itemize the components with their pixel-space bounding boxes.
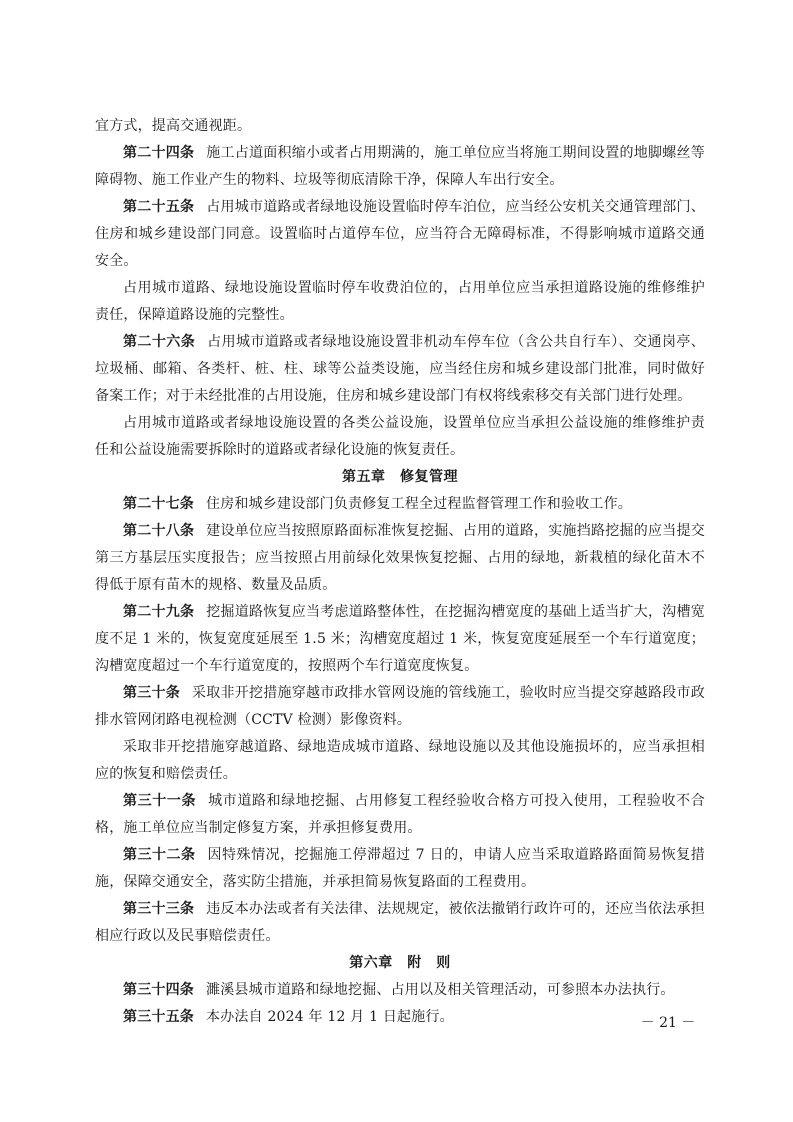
article-34 xyxy=(95,977,705,1004)
article-label: 第二十四条 xyxy=(123,145,195,161)
article-27 xyxy=(95,491,705,518)
paragraph: 采取非开挖措施穿越道路、绿地造成城市道路、绿地设施以及其他设施损坏的，应当承担相应的恢复和赔偿责任。 xyxy=(95,739,705,782)
paragraph: 宜方式，提高交通视距。 xyxy=(95,118,252,134)
article-label: 第二十八条 xyxy=(123,523,195,539)
article-24 xyxy=(95,140,705,194)
article-label: 第二十六条 xyxy=(123,334,196,350)
article-label: 第三十条 xyxy=(123,685,181,701)
article-text: 住房和城乡建设部门负责修复工程全过程监督管理工作和验收工作。 xyxy=(206,496,632,512)
article-text: 占用城市道路或者绿地设施设置临时停车泊位，应当经公安机关交通管理部门、住房和城乡建设部门同意。设置临时占道停车位，应当符合无障碍标准，不得影响城市道路交通安全。 xyxy=(95,199,706,269)
article-31 xyxy=(95,788,705,842)
article-text: 本办法自 2024 年 12 月 1 日起施行。 xyxy=(206,1009,454,1025)
article-text: 挖掘道路恢复应当考虑道路整体性，在挖掘沟槽宽度的基础上适当扩大，沟槽宽度不足 1 米的，恢复宽度延展至 1.5 米；沟槽宽度超过 1 米，恢复宽度延展至一个车行道宽度；沟槽宽度超过一个车行道宽度的，按照两个车行道宽度恢复。 xyxy=(95,604,706,674)
article-text: 施工占道面积缩小或者占用期满的，施工单位应当将施工期间设置的地脚螺丝等障碍物、施工作业产生的物料、垃圾等彻底清除干净，保障人车出行安全。 xyxy=(95,145,706,188)
paragraph: 占用城市道路、绿地设施设置临时停车收费泊位的，占用单位应当承担道路设施的维修维护责任，保障道路设施的完整性。 xyxy=(95,280,705,323)
article-35 xyxy=(95,1004,705,1031)
article-text: 濉溪县城市道路和绿地挖掘、占用以及相关管理活动，可参照本办法执行。 xyxy=(206,982,675,998)
article-text: 城市道路和绿地挖掘、占用修复工程经验收合格方可投入使用，工程验收不合格，施工单位应当制定修复方案，并承担修复费用。 xyxy=(95,793,705,836)
article-text: 因特殊情况，挖掘施工停滞超过 7 日的，申请人应当采取道路路面简易恢复措施，保障交通安全，落实防尘措施，并承担简易恢复路面的工程费用。 xyxy=(95,847,706,890)
article-25 xyxy=(95,194,705,275)
article-33 xyxy=(95,896,705,950)
article-26 xyxy=(95,329,705,410)
article-text: 采取非开挖措施穿越市政排水管网设施的管线施工，验收时应当提交穿越路段市政排水管网闭路电视检测（CCTV 检测）影像资料。 xyxy=(95,685,705,728)
document-body xyxy=(95,113,705,1031)
article-30 xyxy=(95,680,705,734)
article-label: 第三十二条 xyxy=(123,847,196,863)
article-28 xyxy=(95,518,705,599)
article-text: 违反本办法或者有关法律、法规规定，被依法撤销行政许可的，还应当依法承担相应行政以及民事赔偿责任。 xyxy=(95,901,706,944)
article-label: 第二十九条 xyxy=(123,604,195,620)
article-text: 占用城市道路或者绿地设施设置非机动车停车位（含公共自行车）、交通岗亭、垃圾桶、邮箱、各类杆、桩、柱、球等公益类设施，应当经住房和城乡建设部门批准，同时做好备案工作；对于未经批准的占用设施，住房和城乡建设部门有权将线索移交有关部门进行处理。 xyxy=(95,334,706,404)
article-32 xyxy=(95,842,705,896)
page-number: － 21 － xyxy=(640,1015,696,1031)
article-label: 第三十四条 xyxy=(123,982,194,998)
paragraph: 占用城市道路或者绿地设施设置的各类公益设施，设置单位应当承担公益设施的维修维护责任和公益设施需要拆除时的道路或者绿化设施的恢复责任。 xyxy=(95,415,705,458)
article-label: 第二十五条 xyxy=(123,199,195,215)
article-label: 第三十一条 xyxy=(123,793,197,809)
chapter-heading: 第五章 修复管理 xyxy=(342,469,458,485)
article-label: 第三十五条 xyxy=(123,1009,194,1025)
article-label: 第三十三条 xyxy=(123,901,195,917)
article-label: 第二十七条 xyxy=(123,496,194,512)
chapter-heading: 第六章 附 则 xyxy=(349,955,451,971)
article-text: 建设单位应当按照原路面标准恢复挖掘、占用的道路，实施挡路挖掘的应当提交第三方基层压实度报告；应当按照占用前绿化效果恢复挖掘、占用的绿地，新栽植的绿化苗木不得低于原有苗木的规格、数量及品质。 xyxy=(95,523,706,593)
article-29 xyxy=(95,599,705,680)
